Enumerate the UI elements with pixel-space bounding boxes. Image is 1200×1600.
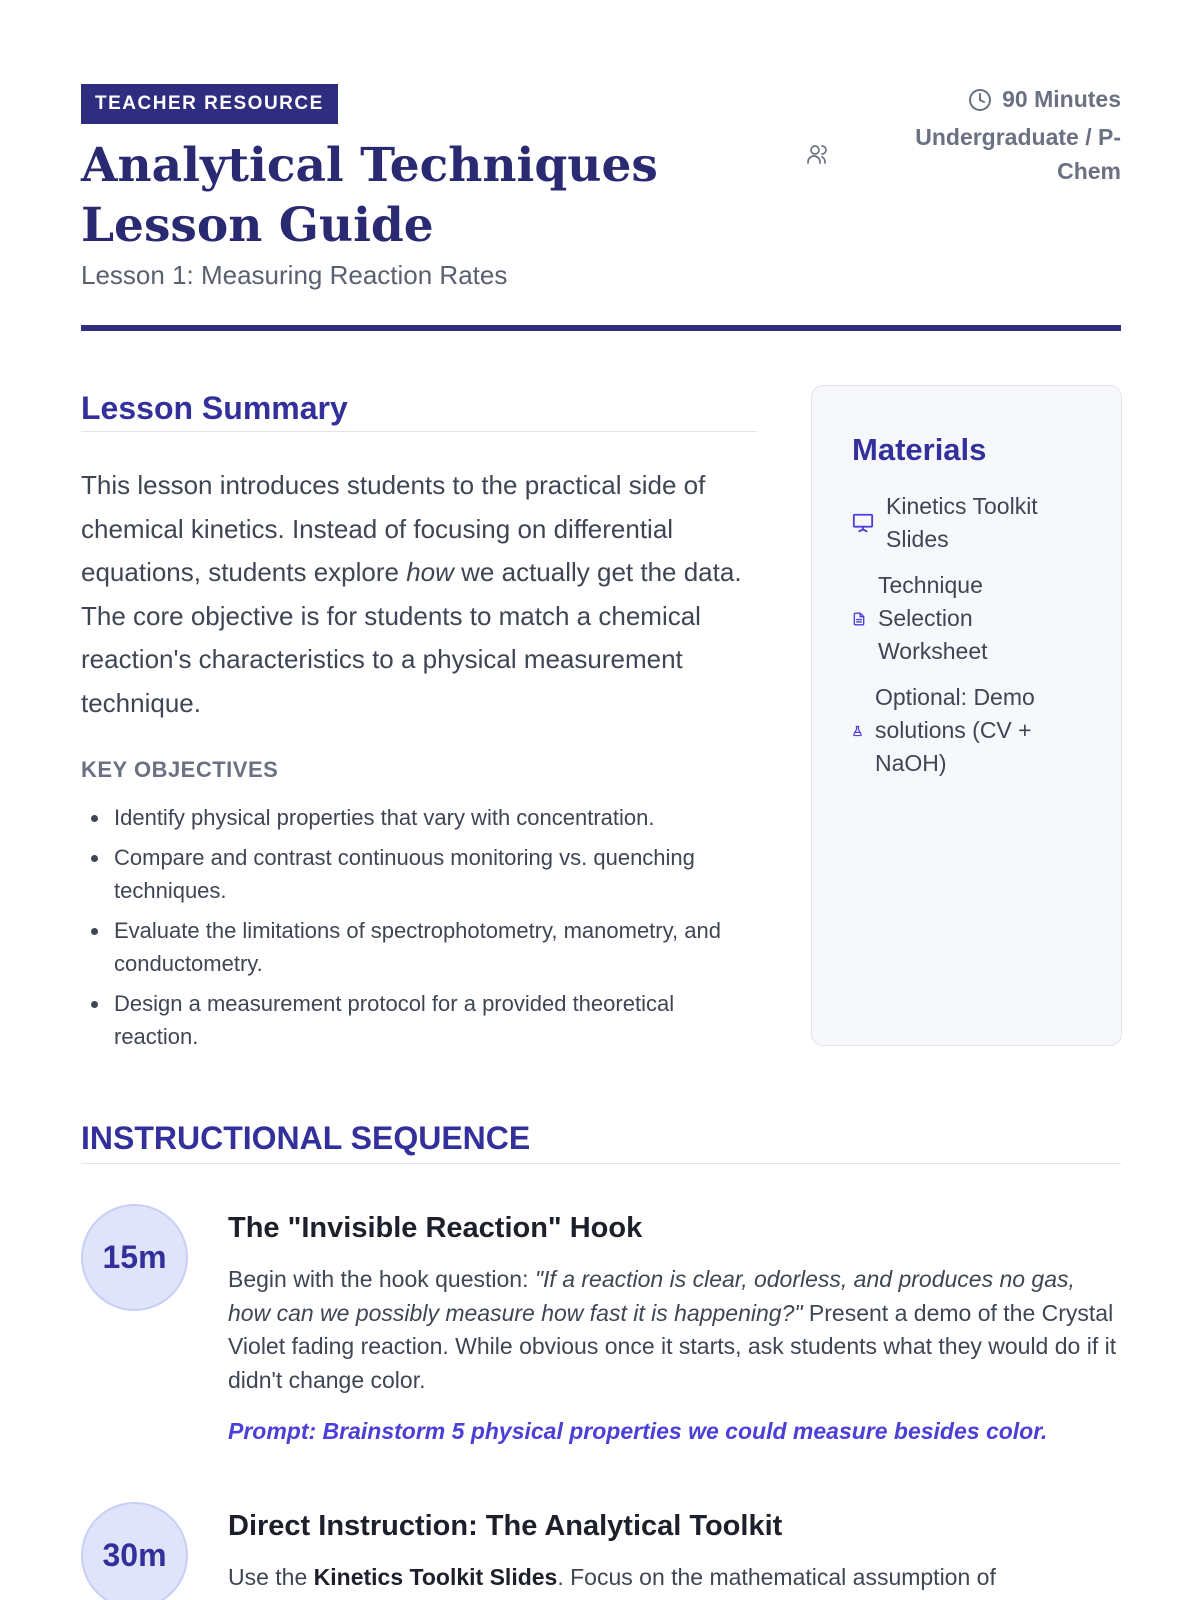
step-description: Begin with the hook question: "If a reaction is clear, odorless, and produces no gas, how can we possibly measure how fast it is happening?" Present a demo of the Crystal Violet fading reaction. While obvious once it starts, ask students what they would do if it didn't change color. bbox=[228, 1266, 1117, 1393]
page-header bbox=[81, 84, 1121, 334]
objective-item: Identify physical properties that vary with concentration. bbox=[81, 801, 757, 834]
level-meta: Undergraduate / P-Chem bbox=[915, 124, 1121, 184]
material-item bbox=[852, 681, 1081, 780]
objective-item: Evaluate the limitations of spectrophotometry, manometry, and conductometry. bbox=[81, 914, 757, 980]
hook-question: "If a reaction is clear, odorless, and produces no gas, how can we possibly measure how fast it is happening?" bbox=[228, 1266, 1075, 1326]
summary-emphasis: how bbox=[406, 557, 454, 587]
step-title: Direct Instruction: The Analytical Toolkit bbox=[228, 1510, 783, 1542]
document-icon bbox=[852, 611, 866, 627]
step-description: Use the Kinetics Toolkit Slides. Focus on the mathematical assumption of bbox=[228, 1564, 996, 1590]
material-item bbox=[852, 569, 1081, 668]
slides-reference: Kinetics Toolkit Slides bbox=[313, 1564, 558, 1590]
step-duration-badge: 30m bbox=[81, 1502, 188, 1600]
objective-item: Compare and contrast continuous monitoring vs. quenching techniques. bbox=[81, 841, 757, 907]
material-label: Optional: Demo solutions (CV + NaOH) bbox=[875, 684, 1035, 776]
summary-heading: Lesson Summary bbox=[81, 390, 757, 432]
sequence-heading: INSTRUCTIONAL SEQUENCE bbox=[81, 1120, 1121, 1164]
materials-card bbox=[811, 385, 1122, 1046]
lesson-subtitle: Lesson 1: Measuring Reaction Rates bbox=[81, 260, 508, 290]
flask-icon bbox=[852, 724, 863, 738]
presentation-icon bbox=[852, 512, 874, 534]
step-duration-badge: 15m bbox=[81, 1204, 188, 1311]
material-item bbox=[852, 490, 1081, 556]
lesson-summary-section bbox=[81, 390, 757, 1060]
objectives-label: KEY OBJECTIVES bbox=[81, 757, 279, 782]
objectives-list bbox=[81, 801, 757, 1053]
clock-icon bbox=[968, 88, 992, 112]
summary-text: This lesson introduces students to the practical side of chemical kinetics. Instead of focusing on differential equations, students explore how we actually get the data. The core objective is for students to match a chemical reaction's characteristics to a physical measurement technique. bbox=[81, 470, 742, 718]
instructional-sequence-section bbox=[81, 1120, 1121, 1595]
duration-text: 90 Minutes bbox=[1002, 86, 1121, 112]
duration-meta bbox=[968, 84, 1121, 114]
page-title: Analytical Techniques Lesson Guide bbox=[81, 138, 658, 253]
objective-item: Design a measurement protocol for a provided theoretical reaction. bbox=[81, 987, 757, 1053]
material-label: Kinetics Toolkit Slides bbox=[886, 493, 1038, 552]
sequence-step bbox=[81, 1204, 1121, 1448]
header-divider bbox=[81, 325, 1121, 331]
materials-heading: Materials bbox=[852, 432, 987, 467]
resource-badge: TEACHER RESOURCE bbox=[81, 84, 338, 124]
users-icon bbox=[806, 142, 830, 166]
sequence-step bbox=[81, 1502, 1121, 1595]
step-prompt: Prompt: Brainstorm 5 physical properties we could measure besides color. bbox=[228, 1418, 1048, 1444]
step-title: The "Invisible Reaction" Hook bbox=[228, 1212, 643, 1244]
materials-list bbox=[852, 490, 1081, 780]
material-label: Technique Selection Worksheet bbox=[878, 572, 988, 664]
